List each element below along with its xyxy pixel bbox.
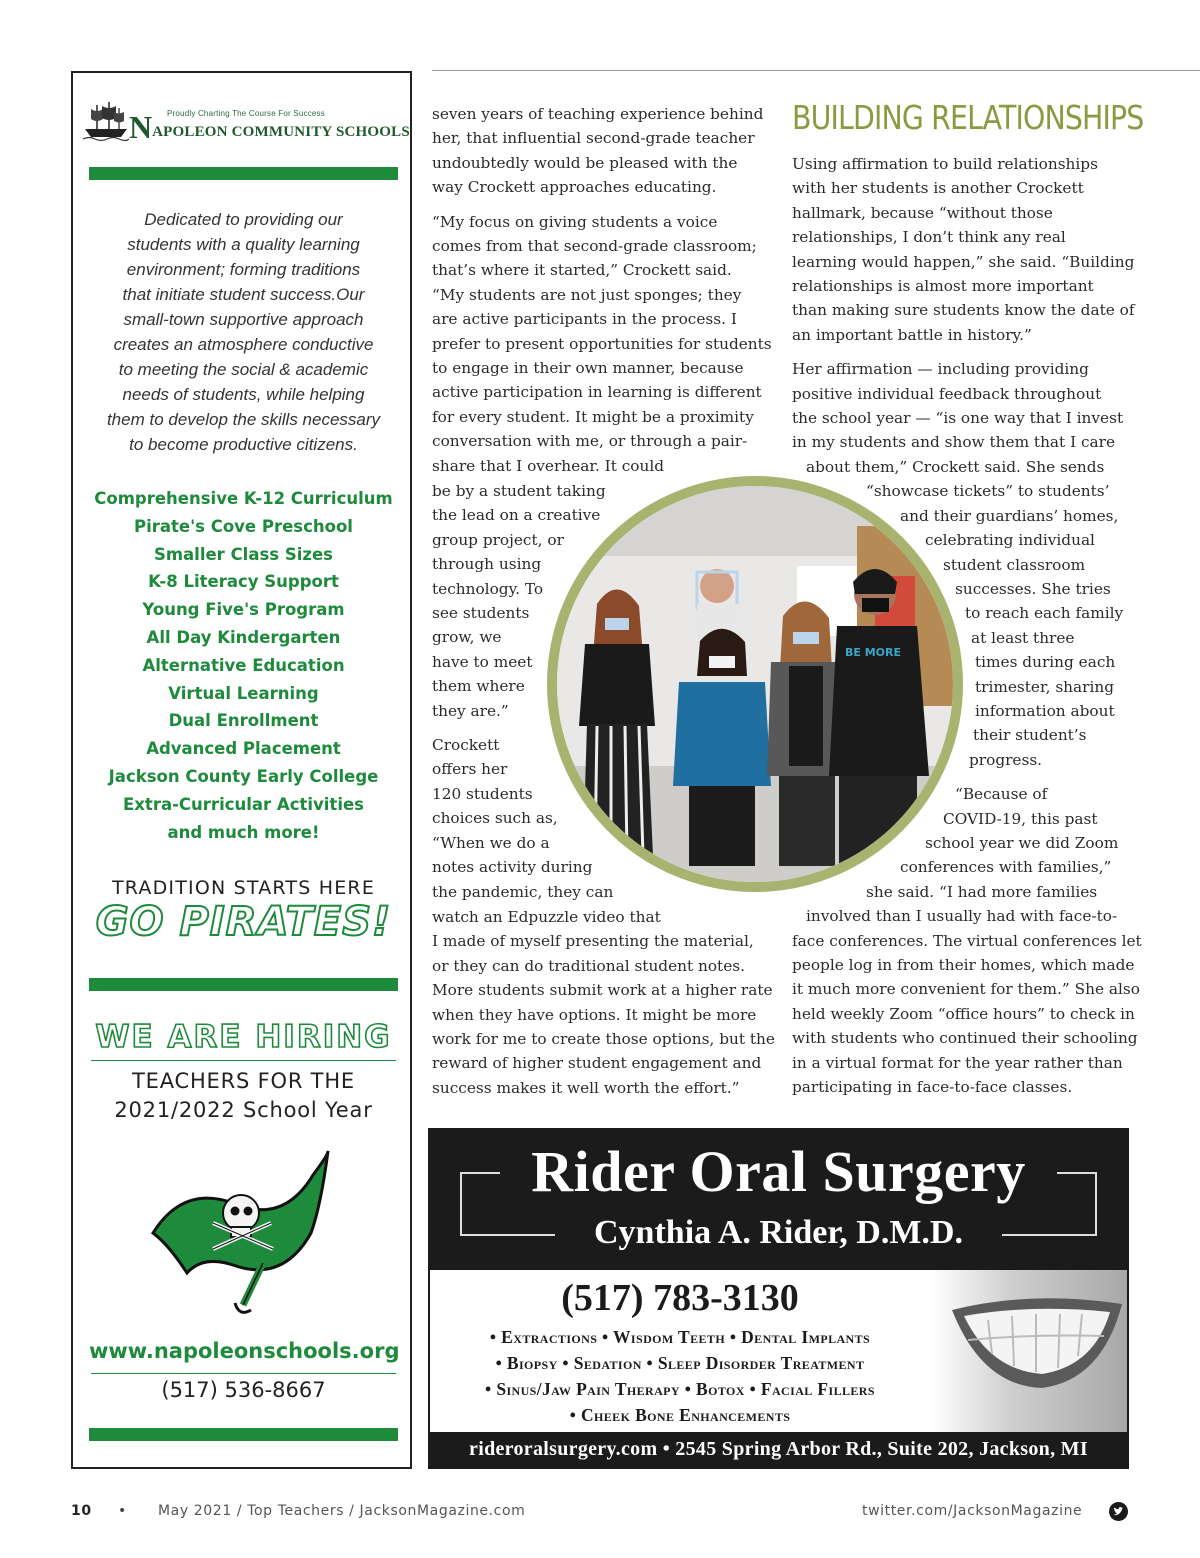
text-line: they are.” bbox=[432, 701, 509, 720]
program-item: Jackson County Early College bbox=[108, 766, 379, 786]
service-item: • Biopsy • Sedation • Sleep Disorder Treatment bbox=[495, 1353, 865, 1373]
text-line: reward of higher student engagement and bbox=[432, 1054, 762, 1073]
text-line: are active participants in the process. I bbox=[432, 310, 737, 329]
program-item: Young Five's Program bbox=[142, 600, 345, 620]
text-line: held weekly Zoom “office hours” to check in bbox=[792, 1004, 1135, 1023]
mission-line: small-town supportive approach bbox=[123, 310, 364, 329]
school-mission bbox=[89, 207, 398, 457]
hiring-sub-line: TEACHERS FOR THE bbox=[132, 1069, 355, 1093]
text-line: in my students and show them that I care bbox=[792, 433, 1116, 452]
text-line: the lead on a creative bbox=[432, 506, 601, 525]
text-line: involved than I usually had with face-to- bbox=[806, 907, 1118, 926]
program-item: Virtual Learning bbox=[168, 683, 319, 703]
program-item: Smaller Class Sizes bbox=[153, 544, 334, 564]
text-line: “My focus on giving students a voice bbox=[432, 212, 718, 231]
students-photo bbox=[547, 476, 963, 892]
page-number: 10 bbox=[71, 1503, 92, 1519]
hiring-rule bbox=[91, 1060, 396, 1061]
mission-line: that initiate student success.Our bbox=[122, 285, 365, 304]
text-line: prefer to present opportunities for students bbox=[432, 334, 772, 353]
rider-oral-surgery-ad bbox=[428, 1128, 1129, 1469]
text-line: Her affirmation — including providing bbox=[792, 360, 1089, 379]
text-line: see students bbox=[432, 604, 530, 623]
text-line: share that I overhear. It could bbox=[432, 456, 665, 475]
text-line: an important battle in history.” bbox=[792, 325, 1032, 344]
text-line: COVID-19, this past bbox=[943, 809, 1098, 828]
website-rule bbox=[91, 1373, 396, 1374]
text-line: about them,” Crockett said. She sends bbox=[806, 457, 1105, 476]
ship-icon bbox=[83, 99, 129, 143]
text-line: grow, we bbox=[432, 628, 502, 647]
school-website-link[interactable]: www.napoleonschools.org bbox=[89, 1339, 400, 1363]
text-line: 120 students bbox=[432, 784, 533, 803]
text-line: notes activity during bbox=[432, 858, 593, 877]
text-line: the school year — “is one way that I invest bbox=[792, 409, 1124, 428]
article-column-1-bottom bbox=[432, 905, 777, 1100]
mission-line: them to develop the skills necessary bbox=[106, 410, 381, 429]
mission-line: students with a quality learning bbox=[127, 235, 360, 254]
program-item: and much more! bbox=[167, 822, 320, 842]
article-paragraph bbox=[792, 152, 1137, 347]
text-line: watch an Edpuzzle video that bbox=[432, 908, 661, 926]
smile-illustration bbox=[932, 1270, 1127, 1432]
program-item: All Day Kindergarten bbox=[146, 627, 341, 647]
text-line: Using affirmation to build relationships bbox=[792, 155, 1098, 173]
school-ad bbox=[71, 71, 412, 1469]
text-line: technology. To bbox=[432, 579, 544, 598]
text-line: them where bbox=[432, 677, 525, 696]
text-line: people log in from their homes, which made bbox=[792, 956, 1135, 974]
text-line: or they can do traditional student notes. bbox=[432, 956, 745, 975]
pirate-flag-icon bbox=[143, 1145, 343, 1320]
footer-twitter-link[interactable]: twitter.com/JacksonMagazine bbox=[862, 1503, 1083, 1519]
text-line: relationships is almost more important bbox=[792, 277, 1094, 296]
program-item: Dual Enrollment bbox=[168, 711, 319, 731]
green-divider bbox=[89, 167, 398, 180]
text-line: at least three bbox=[971, 628, 1075, 647]
text-line: that’s where it started,” Crockett said. bbox=[432, 261, 732, 280]
text-line: in a virtual format for the year rather than bbox=[792, 1053, 1123, 1072]
text-line: the pandemic, they can bbox=[432, 882, 614, 901]
text-line: work for me to create those options, but the bbox=[432, 1030, 775, 1049]
program-item: Comprehensive K-12 Curriculum bbox=[94, 489, 393, 508]
text-line: undoubtedly would be pleased with the bbox=[432, 153, 738, 172]
text-line: with students who continued their schooling bbox=[792, 1029, 1138, 1048]
text-line: comes from that second-grade classroom; bbox=[432, 237, 757, 256]
hiring-sub-line: 2021/2022 School Year bbox=[114, 1098, 373, 1122]
text-line: be by a student taking bbox=[432, 482, 606, 500]
text-line: Crockett bbox=[432, 736, 500, 755]
text-line: celebrating individual bbox=[925, 531, 1095, 550]
article-column-1-top bbox=[432, 102, 772, 488]
green-divider bbox=[89, 1428, 398, 1441]
twitter-icon[interactable] bbox=[1109, 1502, 1128, 1521]
text-line: hallmark, because “without those bbox=[792, 203, 1053, 222]
text-line: student classroom bbox=[943, 555, 1086, 574]
footer-separator: • bbox=[118, 1503, 127, 1519]
text-line: More students submit work at a higher rate bbox=[432, 981, 773, 1000]
school-name-rest: APOLEON COMMUNITY SCHOOLS bbox=[152, 124, 410, 140]
go-pirates-slogan: GO PIRATES! bbox=[95, 899, 392, 945]
text-line: successes. She tries bbox=[955, 579, 1111, 598]
text-line: “showcase tickets” to students’ bbox=[866, 482, 1110, 501]
text-line: learning would happen,” she said. “Building bbox=[792, 252, 1135, 271]
mission-line: environment; forming traditions bbox=[126, 260, 361, 279]
program-item: Extra-Curricular Activities bbox=[123, 794, 364, 814]
text-line: conversation with me, or through a pair- bbox=[432, 432, 748, 451]
text-line: school year we did Zoom bbox=[925, 833, 1119, 852]
text-line: it much more convenient for them.” She also bbox=[792, 980, 1140, 999]
school-name bbox=[129, 111, 410, 143]
tradition-text: TRADITION STARTS HERE bbox=[111, 877, 376, 899]
students-photo-illustration bbox=[557, 486, 953, 882]
text-line: “When we do a bbox=[432, 833, 550, 852]
rider-ad-footer[interactable]: rideroralsurgery.com • 2545 Spring Arbor Rd., Suite 202, Jackson, MI bbox=[430, 1432, 1127, 1467]
rider-ad-title: Rider Oral Surgery bbox=[531, 1139, 1026, 1204]
service-item: • Extractions • Wisdom Teeth • Dental Implants bbox=[489, 1327, 871, 1347]
text-line: seven years of teaching experience behind bbox=[432, 105, 764, 123]
text-line: choices such as, bbox=[432, 809, 558, 828]
rider-ad-doctor: Cynthia A. Rider, D.M.D. bbox=[594, 1214, 963, 1251]
rider-ad-phone: (517) 783-3130 bbox=[561, 1277, 799, 1319]
text-line: active participation in learning is different bbox=[432, 383, 762, 402]
rider-services-list bbox=[430, 1324, 930, 1428]
article-paragraph bbox=[432, 210, 772, 478]
mission-line: creates an atmosphere conductive bbox=[113, 335, 374, 354]
text-line: offers her bbox=[432, 760, 508, 779]
text-line: I made of myself presenting the material, bbox=[432, 932, 754, 951]
shirt-text: BE MORE bbox=[845, 646, 902, 659]
text-line: information about bbox=[975, 701, 1115, 720]
service-item: • Sinus/Jaw Pain Therapy • Botox • Facial Fillers bbox=[485, 1379, 875, 1399]
article-paragraph bbox=[432, 102, 772, 200]
text-line: than making sure students know the date of bbox=[792, 301, 1135, 320]
school-logo bbox=[83, 99, 410, 145]
text-line: “Because of bbox=[955, 785, 1048, 804]
text-line: and their guardians’ homes, bbox=[900, 506, 1119, 525]
footer-issue-info: May 2021 / Top Teachers / JacksonMagazine.com bbox=[158, 1503, 526, 1519]
mission-line: to meeting the social & academic bbox=[118, 360, 369, 379]
text-line: way Crockett approaches educating. bbox=[432, 178, 717, 197]
service-item: • Cheek Bone Enhancements bbox=[569, 1405, 791, 1425]
text-line: participating in face-to-face classes. bbox=[792, 1078, 1073, 1097]
text-line: times during each bbox=[975, 653, 1116, 672]
text-line: when they have options. It might be more bbox=[432, 1005, 757, 1024]
text-line: her, that influential second-grade teacher bbox=[432, 129, 755, 148]
section-heading: BUILDING RELATIONSHIPS bbox=[792, 98, 1144, 137]
program-list bbox=[89, 485, 398, 846]
text-line: success makes it well worth the effort.” bbox=[432, 1078, 740, 1097]
text-line: through using bbox=[432, 555, 542, 574]
school-tagline: Proudly Charting The Course For Success bbox=[167, 109, 325, 118]
text-line: positive individual feedback throughout bbox=[792, 384, 1102, 403]
text-line: for every student. It might be a proximity bbox=[432, 407, 754, 426]
hiring-heading: WE ARE HIRING bbox=[95, 1019, 392, 1055]
mission-line: to become productive citizens. bbox=[129, 435, 358, 454]
text-line: have to meet bbox=[432, 652, 533, 671]
text-line: relationships, I don’t think any real bbox=[792, 228, 1066, 247]
text-line: to reach each family bbox=[965, 604, 1124, 623]
text-line: face conferences. The virtual conferences let bbox=[792, 931, 1142, 950]
text-line: trimester, sharing bbox=[975, 677, 1114, 696]
green-divider bbox=[89, 978, 398, 991]
text-line: she said. “I had more families bbox=[866, 882, 1098, 901]
rider-ad-header bbox=[430, 1130, 1127, 1270]
school-phone: (517) 536-8667 bbox=[161, 1378, 326, 1402]
text-line: their student’s bbox=[973, 726, 1087, 745]
top-rule bbox=[432, 70, 1200, 71]
hiring-subtitle bbox=[89, 1067, 398, 1125]
text-line: to engage in their own manner, because bbox=[432, 359, 744, 378]
program-item: Alternative Education bbox=[142, 655, 345, 675]
text-line: “My students are not just sponges; they bbox=[432, 285, 742, 304]
text-line: group project, or bbox=[432, 530, 564, 549]
program-item: Pirate's Cove Preschool bbox=[134, 516, 353, 536]
mission-line: Dedicated to providing our bbox=[144, 210, 343, 229]
text-line: with her students is another Crockett bbox=[792, 179, 1084, 198]
program-item: K-8 Literacy Support bbox=[148, 572, 339, 592]
school-name-initial: N bbox=[129, 109, 153, 145]
smile-photo bbox=[932, 1270, 1127, 1432]
program-item: Advanced Placement bbox=[146, 739, 341, 759]
text-line: conferences with families,” bbox=[900, 858, 1112, 877]
mission-line: needs of students, while helping bbox=[122, 385, 365, 404]
text-line: progress. bbox=[969, 750, 1043, 769]
